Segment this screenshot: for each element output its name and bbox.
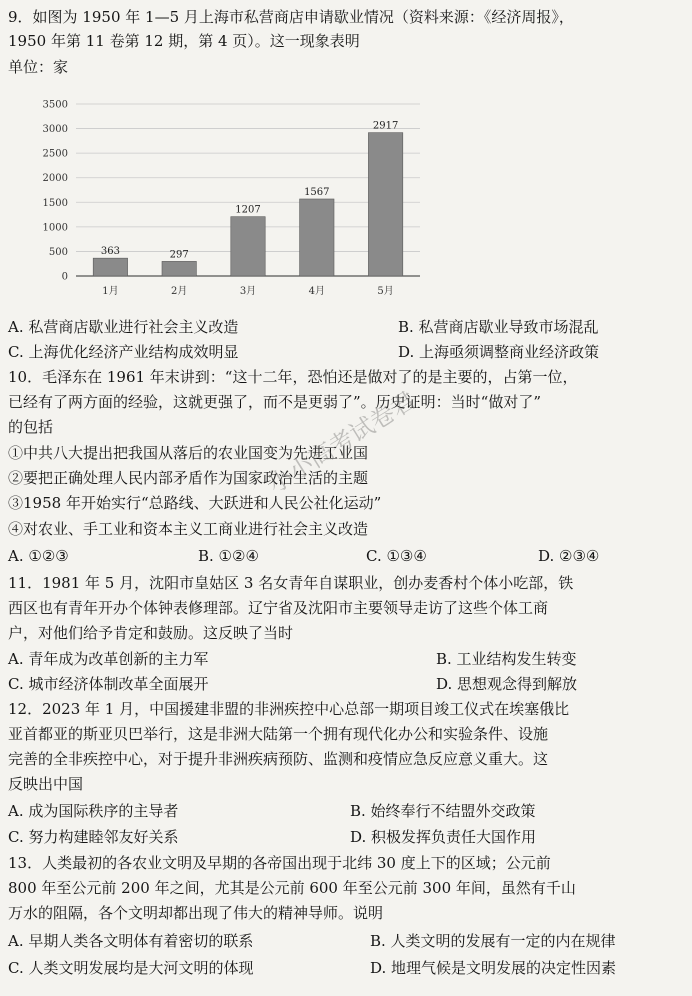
q10-item-2: ②要把正确处理人民内部矛盾作为国家政治生活的主题 bbox=[8, 469, 369, 487]
q9-stem-line1: 9．如图为 1950 年 1—5 月上海市私营商店申请歇业情况（资料来源：《经济周报》， bbox=[8, 8, 574, 26]
q12-stem-line4: 反映出中国 bbox=[8, 775, 84, 793]
q13-stem-line1: 13．人类最初的各农业文明及早期的各帝国出现于北纬 30 度上下的区域；公元前 bbox=[8, 854, 551, 872]
q10-option-d[interactable]: D. ②③④ bbox=[538, 547, 600, 565]
q10-option-a[interactable]: A. ①②③ bbox=[8, 547, 69, 565]
q13-stem-line3: 万水的阻隔，各个文明却都出现了伟大的精神导师。说明 bbox=[8, 904, 384, 922]
bar bbox=[300, 199, 334, 276]
q12-option-c[interactable]: C. 努力构建睦邻友好关系 bbox=[8, 828, 179, 846]
bar-data-label: 297 bbox=[169, 249, 189, 261]
bar bbox=[93, 258, 127, 276]
q10-item-4: ④对农业、手工业和资本主义工商业进行社会主义改造 bbox=[8, 520, 369, 538]
bar-data-label: 363 bbox=[100, 246, 120, 258]
q10-option-c[interactable]: C. ①③④ bbox=[366, 547, 427, 565]
bar bbox=[231, 217, 265, 276]
q12-stem-line2: 亚首都亚的斯亚贝巴举行，这是非洲大陆第一个拥有现代化办公和实验条件、设施 bbox=[8, 725, 549, 743]
y-tick-label: 1500 bbox=[42, 197, 68, 209]
q9-stem-line2: 1950 年第 11 卷第 12 期，第 4 页）。这一现象表明 bbox=[8, 32, 360, 50]
q10-option-b[interactable]: B. ①②④ bbox=[198, 547, 259, 565]
x-tick-label: 5月 bbox=[377, 286, 394, 297]
bar-data-label: 2917 bbox=[372, 120, 399, 132]
q12-option-d[interactable]: D. 积极发挥负责任大国作用 bbox=[350, 828, 537, 846]
y-tick-label: 3000 bbox=[42, 124, 68, 136]
y-tick-label: 2500 bbox=[42, 148, 68, 160]
q11-stem-line3: 户，对他们给予肯定和鼓励。这反映了当时 bbox=[8, 624, 294, 642]
q10-stem-line2: 已经有了两方面的经验，这就更强了，而不是更弱了”。历史证明：当时“做对了” bbox=[8, 393, 542, 411]
q10-stem-line3: 的包括 bbox=[8, 418, 54, 436]
q11-option-a[interactable]: A. 青年成为改革创新的主力军 bbox=[8, 650, 209, 668]
q12-stem-line3: 完善的全非疾控中心，对于提升非洲疾病预防、监测和疫情应急反应意义重大。这 bbox=[8, 750, 549, 768]
q13-option-c[interactable]: C. 人类文明发展均是大河文明的体现 bbox=[8, 959, 254, 977]
q13-stem-line2: 800 年至公元前 200 年之间，尤其是公元前 600 年至公元前 300 年间，虽然有千山 bbox=[8, 879, 576, 897]
x-tick-label: 3月 bbox=[239, 286, 257, 297]
q12-option-b[interactable]: B. 始终奉行不结盟外交政策 bbox=[350, 802, 536, 820]
q10-item-1: ①中共八大提出把我国从落后的农业国变为先进工业国 bbox=[8, 444, 369, 462]
q11-option-c[interactable]: C. 城市经济体制改革全面展开 bbox=[8, 675, 209, 693]
q11-stem-line1: 11．1981 年 5 月，沈阳市皇姑区 3 名女青年自谋职业，创办麦香村个体小吃部，铁 bbox=[8, 574, 574, 592]
x-tick-label: 1月 bbox=[102, 286, 119, 297]
bar bbox=[368, 133, 402, 276]
q10-stem-line1: 10．毛泽东在 1961 年末讲到：“这十二年，恐怕还是做对了的是主要的，占第一位， bbox=[8, 368, 578, 386]
y-tick-label: 1000 bbox=[42, 222, 68, 234]
q11-option-d[interactable]: D. 思想观念得到解放 bbox=[436, 675, 578, 693]
q13-option-a[interactable]: A. 早期人类各文明体有着密切的联系 bbox=[8, 932, 254, 950]
q10-item-3: ③1958 年开始实行“总路线、大跃进和人民公社化运动” bbox=[8, 494, 382, 512]
q11-stem-line2: 西区也有青年开办个体钟表修理部。辽宁省及沈阳市主要领导走访了这些个体工商 bbox=[8, 599, 549, 617]
y-tick-label: 500 bbox=[48, 246, 68, 258]
y-tick-label: 2000 bbox=[42, 173, 68, 185]
bar-chart-svg bbox=[28, 86, 428, 314]
q9-option-b[interactable]: B. 私营商店歇业导致市场混乱 bbox=[398, 318, 599, 336]
q12-stem-line1: 12．2023 年 1 月，中国援建非盟的非洲疾控中心总部一期项目竣工仪式在埃塞俄比 bbox=[8, 700, 570, 718]
watermark: 小小高考试卷君 bbox=[263, 386, 421, 499]
x-tick-label: 4月 bbox=[308, 286, 325, 297]
x-tick-label: 2月 bbox=[171, 286, 188, 297]
bar-chart bbox=[28, 86, 428, 314]
q13-option-d[interactable]: D. 地理气候是文明发展的决定性因素 bbox=[370, 959, 617, 977]
q11-option-b[interactable]: B. 工业结构发生转变 bbox=[436, 650, 577, 668]
q9-option-c[interactable]: C. 上海优化经济产业结构成效明显 bbox=[8, 343, 239, 361]
q13-option-b[interactable]: B. 人类文明的发展有一定的内在规律 bbox=[370, 932, 616, 950]
bar bbox=[162, 261, 196, 276]
y-tick-label: 0 bbox=[61, 271, 68, 283]
bar-data-label: 1567 bbox=[304, 186, 330, 198]
q9-option-d[interactable]: D. 上海亟须调整商业经济政策 bbox=[398, 343, 600, 361]
y-tick-label: 3500 bbox=[42, 99, 68, 111]
q9-option-a[interactable]: A. 私营商店歇业进行社会主义改造 bbox=[8, 318, 239, 336]
q9-unit-label: 单位：家 bbox=[8, 58, 69, 76]
q12-option-a[interactable]: A. 成为国际秩序的主导者 bbox=[8, 802, 179, 820]
bar-data-label: 1207 bbox=[235, 204, 261, 216]
